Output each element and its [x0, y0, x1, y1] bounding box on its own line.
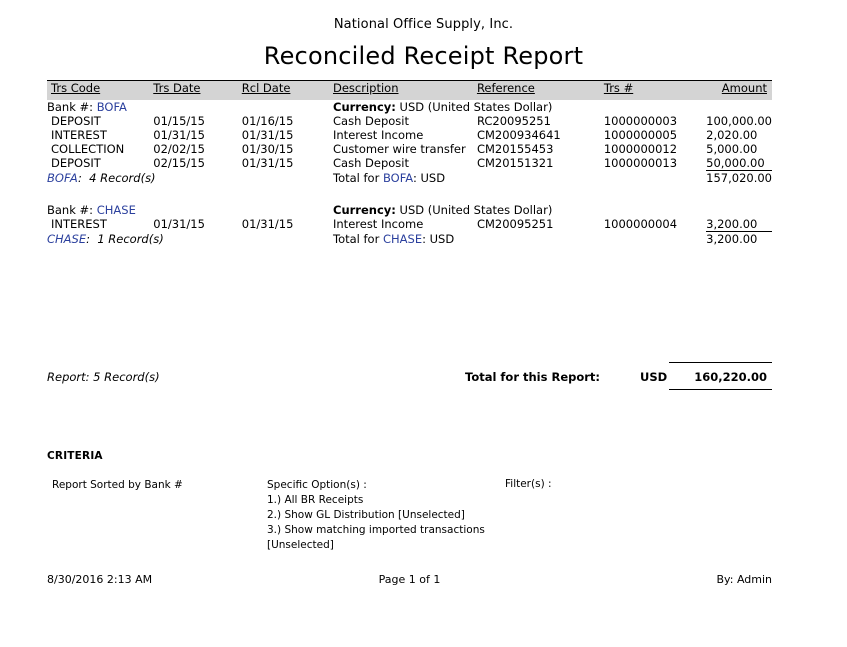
bank-group-header	[47, 203, 772, 217]
report-title: Reconciled Receipt Report	[263, 42, 584, 70]
cell-rcl-date: 01/31/15	[241, 156, 294, 170]
cell-trs-no: 1000000013	[603, 156, 678, 170]
bank-total-currency: USD	[420, 170, 446, 185]
column-header-trs-no-label: Trs #	[603, 81, 634, 95]
group-spacer	[47, 185, 772, 203]
criteria-sorted-by: Report Sorted by Bank #	[52, 479, 183, 491]
bank-name: BOFA	[96, 100, 127, 114]
cell-description: Customer wire transfer	[333, 142, 466, 156]
report-total-label: Total for this Report:	[465, 370, 601, 384]
bank-total-currency: USD	[429, 231, 455, 246]
cell-amount: 3,200.00	[706, 217, 758, 231]
bank-total-amount: 157,020.00	[706, 171, 772, 185]
currency-cell	[333, 203, 772, 217]
column-header-rcl-date	[242, 81, 333, 100]
cell-amount: 2,020.00	[706, 128, 758, 142]
bank-label-cell	[47, 203, 333, 217]
currency-value: USD (United States Dollar)	[399, 203, 553, 217]
criteria-options	[267, 478, 487, 553]
bank-total-prefix: Total for	[333, 231, 380, 246]
cell-trs-code: DEPOSIT	[51, 156, 101, 170]
bank-prefix: Bank #:	[47, 100, 94, 114]
cell-rcl-date: 01/30/15	[241, 142, 294, 156]
cell-trs-no: 1000000004	[603, 217, 678, 231]
report-total-currency: USD	[640, 370, 668, 384]
cell-trs-code: INTEREST	[51, 217, 107, 231]
report-body	[47, 80, 772, 246]
cell-trs-code: INTEREST	[51, 128, 107, 142]
bank-total-row	[47, 232, 772, 247]
bank-total-amount: 3,200.00	[706, 232, 772, 247]
report-total-top-rule	[669, 362, 772, 363]
column-header-reference	[477, 81, 604, 100]
cell-amount: 100,000.00	[706, 114, 772, 128]
column-header-amount-label: Amount	[721, 81, 767, 95]
bank-total-row	[47, 171, 772, 186]
report-total-section	[47, 368, 772, 394]
cell-trs-date: 01/31/15	[153, 217, 205, 231]
bank-name: CHASE	[96, 203, 136, 217]
column-header-description-label: Description	[333, 81, 399, 95]
footer-author: By: Admin	[716, 573, 772, 586]
table-header-row	[47, 81, 772, 100]
bank-total-bankname: CHASE	[382, 231, 423, 246]
table-row	[47, 114, 772, 128]
column-header-reference-label: Reference	[476, 81, 535, 95]
cell-reference: CM20155453	[476, 142, 554, 156]
criteria-option-item: 1.) All BR Receipts	[267, 494, 364, 506]
column-header-description	[333, 81, 477, 100]
cell-trs-date: 02/15/15	[153, 156, 205, 170]
currency-cell	[333, 100, 772, 114]
bank-record-count-bank: BOFA	[47, 170, 78, 185]
cell-description: Interest Income	[333, 128, 424, 142]
column-header-trs-code	[47, 81, 153, 100]
cell-rcl-date: 01/16/15	[241, 114, 294, 128]
criteria-heading: CRITERIA	[47, 450, 103, 462]
currency-value: USD (United States Dollar)	[399, 100, 553, 114]
bank-total-label: Total for BOFA: USD	[333, 170, 446, 185]
bank-total-bankname: BOFA	[382, 170, 413, 185]
table-row	[47, 142, 772, 156]
bank-label-cell	[47, 100, 333, 114]
bank-total-prefix: Total for	[333, 170, 380, 185]
cell-description: Interest Income	[333, 217, 424, 231]
column-header-trs-code-label: Trs Code	[51, 81, 101, 95]
currency-label: Currency:	[333, 203, 396, 217]
cell-rcl-date: 01/31/15	[241, 217, 294, 231]
column-header-trs-date	[153, 81, 242, 100]
cell-rcl-date: 01/31/15	[241, 128, 294, 142]
cell-trs-code: COLLECTION	[51, 142, 125, 156]
bank-group-header	[47, 100, 772, 114]
table-row	[47, 128, 772, 142]
cell-trs-date: 01/31/15	[153, 128, 205, 142]
cell-trs-code: DEPOSIT	[51, 114, 101, 128]
criteria-filters-title: Filter(s) :	[505, 478, 552, 490]
criteria-options-title: Specific Option(s) :	[267, 479, 367, 491]
receipt-table	[47, 81, 772, 246]
column-header-trs-date-label: Trs Date	[153, 81, 201, 95]
bank-record-count-cell: CHASE: 1 Record(s)	[47, 231, 164, 246]
column-header-amount	[706, 81, 772, 100]
cell-reference: CM20151321	[476, 156, 554, 170]
cell-trs-no: 1000000003	[603, 114, 678, 128]
cell-amount: 5,000.00	[706, 142, 758, 156]
page-footer	[47, 573, 772, 589]
table-row	[47, 217, 772, 232]
column-header-rcl-date-label: Rcl Date	[241, 81, 291, 95]
cell-reference: CM200934641	[476, 128, 561, 142]
criteria-option-item: 3.) Show matching imported transactions [Unselected]	[267, 524, 485, 551]
bank-record-count: 4 Record(s)	[89, 170, 156, 185]
bank-record-count-bank: CHASE	[47, 231, 87, 246]
report-total-amount: 160,220.00	[694, 370, 767, 384]
company-name: National Office Supply, Inc.	[333, 17, 514, 32]
cell-trs-no: 1000000012	[603, 142, 678, 156]
report-total-bottom-rule	[669, 389, 772, 390]
cell-trs-date: 01/15/15	[153, 114, 205, 128]
column-header-trs-no	[604, 81, 706, 100]
cell-reference: CM20095251	[476, 217, 554, 231]
cell-trs-no: 1000000005	[603, 128, 678, 142]
cell-reference: RC20095251	[476, 114, 551, 128]
bank-prefix: Bank #:	[47, 203, 94, 217]
bank-record-count-cell: BOFA: 4 Record(s)	[47, 170, 156, 185]
footer-page-number: Page 1 of 1	[378, 573, 441, 586]
currency-label: Currency:	[333, 100, 396, 114]
cell-amount: 50,000.00	[706, 156, 765, 170]
footer-timestamp: 8/30/2016 2:13 AM	[47, 573, 153, 586]
table-row	[47, 156, 772, 171]
bank-record-count: 1 Record(s)	[97, 231, 164, 246]
cell-trs-date: 02/02/15	[153, 142, 205, 156]
cell-description: Cash Deposit	[333, 156, 409, 170]
criteria-option-item: 2.) Show GL Distribution [Unselected]	[267, 509, 465, 521]
cell-description: Cash Deposit	[333, 114, 409, 128]
bank-total-label: Total for CHASE: USD	[333, 231, 455, 246]
report-record-count: Report: 5 Record(s)	[47, 370, 160, 384]
